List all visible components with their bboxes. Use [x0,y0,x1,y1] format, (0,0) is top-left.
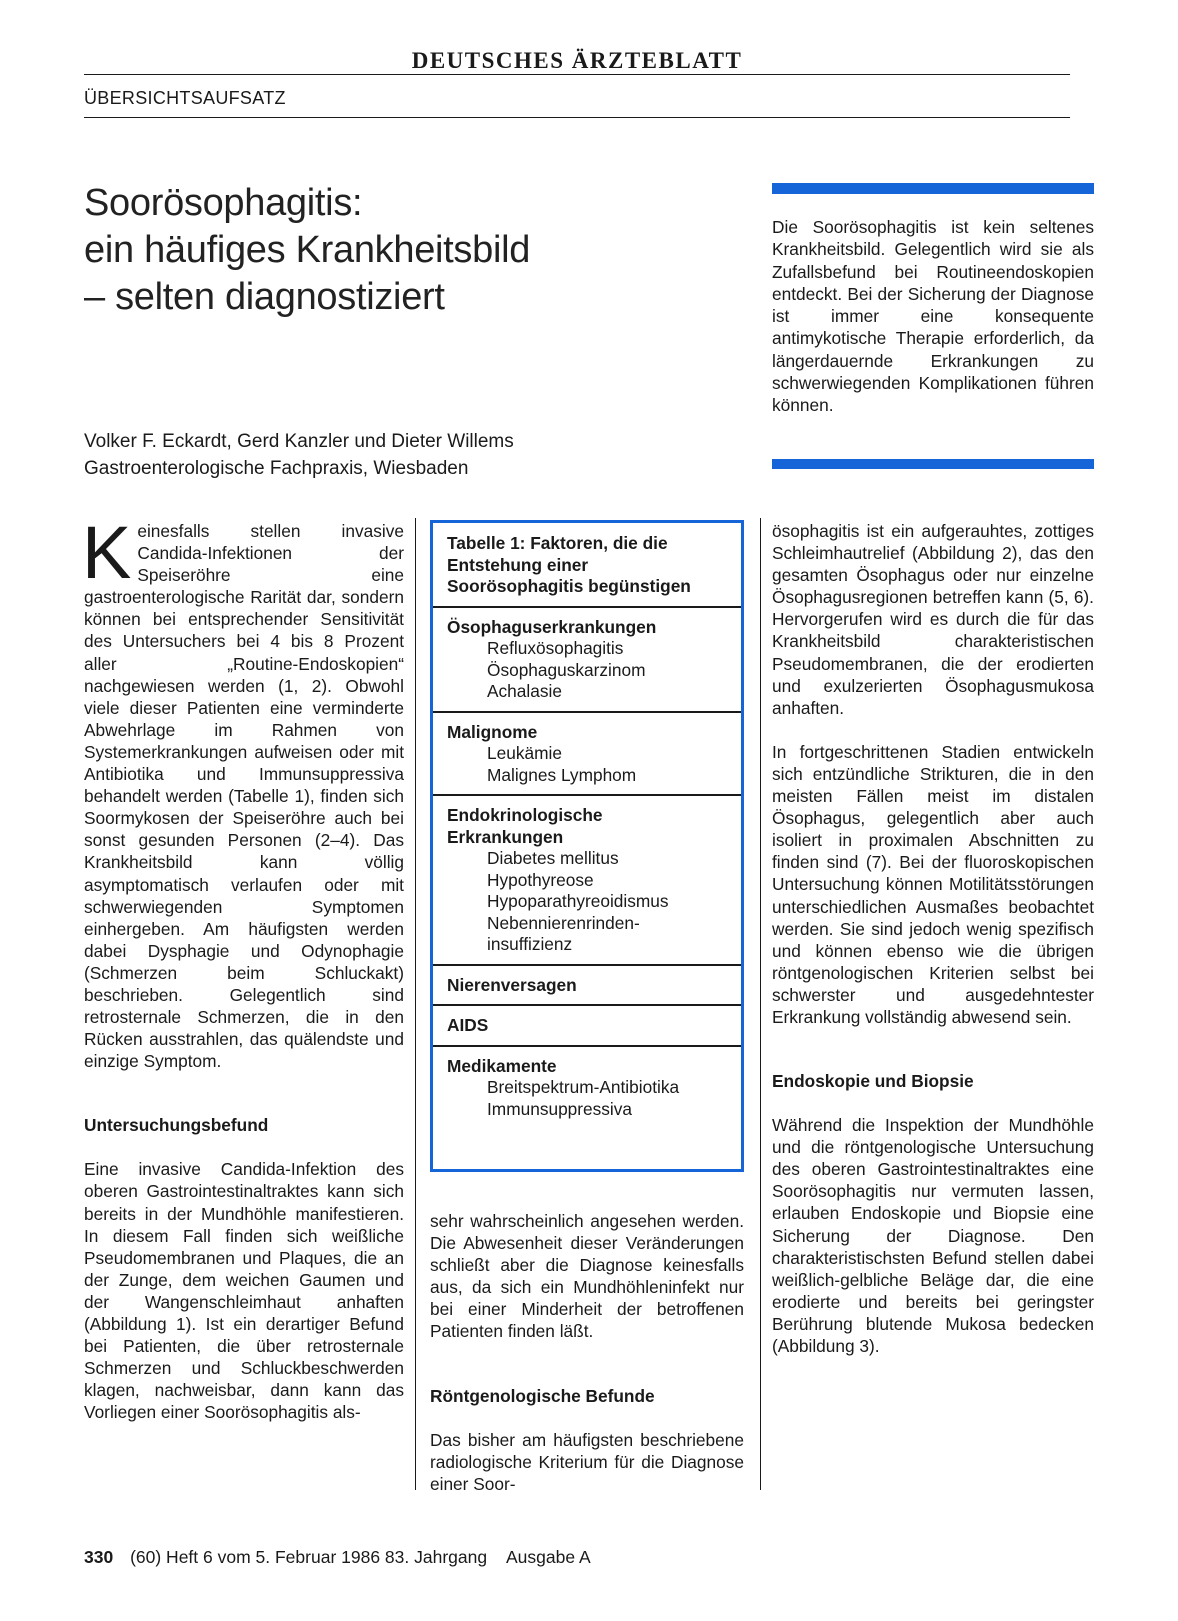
group-name: Malignome [447,721,538,742]
paragraph-endoskopie: Während die Inspektion der Mundhöhle und die röntgenologische Untersuchung des oberen Gastrointestinaltraktes eine Soorösophagitis nur vermuten lassen, erlauben Endoskopie und Biopsie eine Sicherung der Diagnose. Den charakteristischsten Befund stellen dabei weißlich-gelbliche Beläge dar, die eine erodierte und bereits bei geringster Berührung blutende Mukosa bedecken (Abbildung 3). [772,1115,1094,1356]
heading-roentgen: Röntgenologische Befunde [430,1385,655,1406]
column-3 [772,520,1094,1357]
column-1 [82,511,404,1423]
table-group [433,966,741,1007]
table-group [433,608,741,713]
group-item: Immunsuppressiva [487,1098,633,1119]
article-title [84,180,530,321]
group-item: Leukämie [487,743,562,763]
paragraph-stadien: In fortgeschrittenen Stadien entwickeln sich entzündliche Strikturen, die in den meisten Fällen meist im distalen Ösophagus, gelegentlich aber auch isoliert in proximalen Abschnitten zu finden sind (7). Bei der fluoroskopischen Untersuchung können Motilitätsstörungen unterschiedlichen Ausmaßes beobachtet werden. Sie sind jedoch wenig spezifisch und können ebenso wie die übrigen röntgenologischen Kriterien selbst bei schwerster und ausgedehntester Erkrankung vollständig abwesend sein. [772,741,1094,1027]
intro-text: einesfalls stellen invasive Candida-Infektionen der Speiseröhre eine gastroenterologische Rarität dar, sondern können bei entsprechender Sensitivität des Untersuchers bei 4 bis 8 Prozent aller „Routine-Endoskopien“ nachgewiesen werden (1, 2). Obwohl viele dieser Patienten eine verminderte Abwehrlage im Rahmen von Systemerkrankungen aufweisen oder mit Antibiotika und Immunsuppressiva behandelt werden (Tabelle 1), finden sich Soormykosen der Speiseröhre auch bei sonst gesunden Personen (2–4). Das Krankheitsbild kann völlig asymptomatisch verlaufen oder mit schwerwiegenden Symptomen einhergeben. Am häufigsten werden dabei Dysphagie und Odynophagie (Schmerzen beim Schluckakt) beschrieben. Gelegentlich sind retrosternale Schmerzen, die in den Rücken ausstrahlen, das quälendste und einzige Symptom. [84,521,404,1072]
group-item: Achalasie [487,681,562,701]
title-line-3: – selten diagnostiziert [84,276,445,318]
drop-cap: K [82,511,132,594]
column-2 [430,1210,744,1495]
group-item: Ösophaguskarzinom [487,659,646,680]
paragraph-relief: ösophagitis ist ein aufgerauhtes, zottiges Schleimhautrelief (Abbildung 2), das den gesamten Ösophagus oder nur einzelne Ösophagusregionen betreffen kann (5, 6). Hervorgerufen wird es durch die für das Krankheitsbild charakteristischen Pseudomembranen, die der erodierten und exulzerierten Ösophagusmukosa anhaften. [772,521,1094,718]
intro-paragraph [82,511,404,1072]
masthead-rule [84,74,1070,75]
group-item: Refluxösophagitis [487,638,624,658]
table-group [433,796,741,966]
paragraph-roentgen: Das bisher am häufigsten beschriebene radiologische Kriterium für die Diagnose einer Soor- [430,1429,744,1494]
heading-untersuchungsbefund: Untersuchungsbefund [84,1115,269,1136]
title-line-1: Soorösophagitis: [84,182,363,224]
table-group [433,1006,741,1047]
table-caption: Tabelle 1: Faktoren, die die Entstehung einer Soorösophagitis begünstigen [433,523,741,608]
issue-info: (60) Heft 6 vom 5. Februar 1986 83. Jahrgang [130,1547,488,1567]
section-label: ÜBERSICHTSAUFSATZ [84,88,286,108]
abstract-bottom-bar [772,459,1094,469]
group-item: Nebennierenrinden-insuffizienz [487,912,640,954]
authors: Volker F. Eckardt, Gerd Kanzler und Dieter Willems [84,431,514,452]
title-line-2: ein häufiges Krankheitsbild [84,229,531,271]
group-name: Ösophaguserkrankungen [447,616,657,637]
author-block [84,428,514,482]
masthead [84,48,1070,74]
group-item: Diabetes mellitus [487,848,619,868]
group-item: Breitspektrum-Antibiotika [487,1077,680,1097]
group-name: AIDS [447,1015,489,1035]
affiliation: Gastroenterologische Fachpraxis, Wiesbaden [84,458,469,479]
column-divider-1 [415,518,416,1490]
group-name: Nierenversagen [447,974,577,995]
paragraph-untersuchungsbefund: Eine invasive Candida-Infektion des oberen Gastrointestinaltraktes kann sich bereits in der Mundhöhle manifestieren. In diesem Fall finden sich weißliche Pseudomembranen und Plaques, die an der Zunge, dem weichen Gaumen und der Wangenschleimhaut anhaften (Abbildung 1). Ist ein derartiger Befund bei Patienten, die über retrosternale Schmerzen und Schluckbeschwerden klagen, nachweisbar, dann kann das Vorliegen einer Soorösophagitis als- [84,1159,404,1423]
table-group [433,713,741,797]
group-name: Medikamente [447,1055,557,1076]
paragraph-continuation: sehr wahrscheinlich angesehen werden. Die Abwesenheit dieser Veränderungen schließt aber die Diagnose keinesfalls aus, da sich ein Mundhöhleninfekt nur bei einer Minderheit der betroffenen Patienten finden läßt. [430,1211,744,1342]
heading-endoskopie: Endoskopie und Biopsie [772,1071,974,1092]
table-group [433,1047,741,1129]
abstract-top-bar [772,183,1094,194]
group-item: Malignes Lymphom [487,764,637,785]
journal-name: DEUTSCHES ÄRZTEBLATT [411,48,743,73]
page-footer [84,1547,591,1568]
abstract: Die Soorösophagitis ist kein seltenes Krankheitsbild. Gelegentlich wird sie als Zufallsbefund bei Routineendoskopien entdeckt. Bei der Sicherung der Diagnose ist immer eine konsequente antimykotische Therapie erforderlich, da längerdauernde Erkrankungen zu schwerwiegenden Komplikationen führen können. [772,217,1094,416]
section-rule [84,117,1070,118]
group-item: Hypoparathyreoidismus [487,891,669,911]
column-divider-2 [760,518,761,1490]
group-item: Hypothyreose [487,869,594,890]
group-name: Endokrinologische Erkrankungen [447,805,603,847]
edition: Ausgabe A [505,1547,591,1567]
page-number: 330 [84,1547,114,1567]
table-1 [430,520,744,1172]
